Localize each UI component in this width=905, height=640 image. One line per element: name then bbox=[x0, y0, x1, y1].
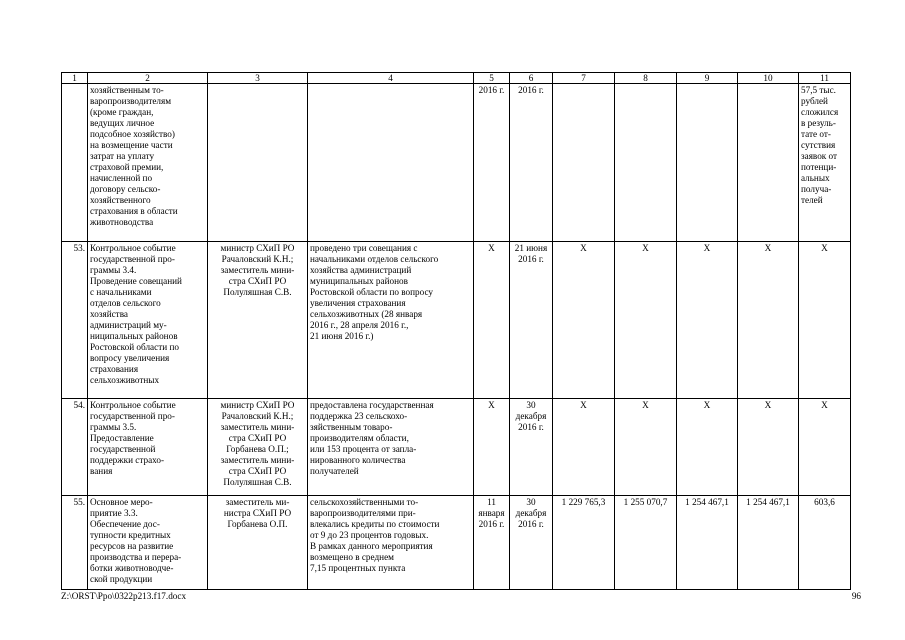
value-cell bbox=[677, 84, 738, 242]
result-cell: проведено три совещания с начальниками отделов сельского хозяйства администраций муниципальных районов Ростовской области по вопросу увеличения страхования сельхозживотных (28 января 2016 г., 28 апреля 2016 г., 21 июня 2016 г.) bbox=[308, 242, 474, 399]
start-date-cell: 11 января 2016 г. bbox=[474, 496, 510, 590]
value-cell bbox=[553, 84, 615, 242]
responsible-cell bbox=[208, 84, 308, 242]
value-cell: X bbox=[738, 242, 799, 399]
responsible-cell: министр СХиП РО Рачаловский К.Н.; заместитель мини- стра СХиП РО Полуляшная С.В. bbox=[208, 242, 308, 399]
value-cell: 1 254 467,1 bbox=[677, 496, 738, 590]
value-cell: 1 229 765,3 bbox=[553, 496, 615, 590]
header-cell: 4 bbox=[308, 73, 474, 84]
table-row bbox=[62, 496, 851, 590]
column-number-header bbox=[62, 73, 851, 84]
header-cell: 5 bbox=[474, 73, 510, 84]
start-date-cell: X bbox=[474, 242, 510, 399]
note-cell: 57,5 тыс. рублей сложился в резуль- тате от- сутствия заявок от потенци- альных получа- телей bbox=[799, 84, 851, 242]
header-cell: 8 bbox=[615, 73, 677, 84]
table-row bbox=[62, 399, 851, 496]
start-date-cell: X bbox=[474, 399, 510, 496]
note-cell: X bbox=[799, 399, 851, 496]
value-cell: X bbox=[677, 399, 738, 496]
responsible-cell: заместитель ми- нистра СХиП РО Горбанева О.П. bbox=[208, 496, 308, 590]
header-cell: 2 bbox=[88, 73, 208, 84]
table-row bbox=[62, 84, 851, 242]
header-cell: 1 bbox=[62, 73, 88, 84]
start-date-cell: 2016 г. bbox=[474, 84, 510, 242]
document-file-path: Z:\ORST\Ppo\0322p213.f17.docx bbox=[61, 591, 187, 601]
value-cell: X bbox=[615, 242, 677, 399]
value-cell: X bbox=[615, 399, 677, 496]
header-cell: 9 bbox=[677, 73, 738, 84]
value-cell: 1 255 070,7 bbox=[615, 496, 677, 590]
value-cell bbox=[738, 84, 799, 242]
end-date-cell: 21 июня 2016 г. bbox=[510, 242, 553, 399]
result-cell bbox=[308, 84, 474, 242]
header-cell: 7 bbox=[553, 73, 615, 84]
result-cell: сельскохозяйственными то- варопроизводителями при- влекались кредиты по стоимости от 9 до 23 процентов годовых. В рамках данного мероприятия возмещено в среднем 7,15 процентных пункта bbox=[308, 496, 474, 590]
note-cell: 603,6 bbox=[799, 496, 851, 590]
table-row bbox=[62, 242, 851, 399]
value-cell bbox=[615, 84, 677, 242]
value-cell: X bbox=[553, 242, 615, 399]
value-cell: X bbox=[677, 242, 738, 399]
event-cell: хозяйственным то- варопроизводителям (кроме граждан, ведущих личное подсобное хозяйство) на возмещение части затрат на уплату страховой премии, начисленной по договору сельско- хозяйственного страхования в области животноводства bbox=[88, 84, 208, 242]
header-cell: 3 bbox=[208, 73, 308, 84]
header-cell: 10 bbox=[738, 73, 799, 84]
end-date-cell: 30 декабря 2016 г. bbox=[510, 399, 553, 496]
page-number: 96 bbox=[851, 591, 861, 601]
event-cell: Основное меро- приятие 3.3. Обеспечение дос- тупности кредитных ресурсов на развитие производства и перера- ботки животноводче- ской продукции bbox=[88, 496, 208, 590]
result-cell: предоставлена государственная поддержка 23 сельскохо- зяйственным товаро- производителям области, или 153 процента от запла- нированного количества получателей bbox=[308, 399, 474, 496]
header-cell: 11 bbox=[799, 73, 851, 84]
row-number: 55. bbox=[62, 496, 88, 590]
header-cell: 6 bbox=[510, 73, 553, 84]
value-cell: X bbox=[738, 399, 799, 496]
row-number bbox=[62, 84, 88, 242]
row-number: 53. bbox=[62, 242, 88, 399]
value-cell: X bbox=[553, 399, 615, 496]
value-cell: 1 254 467,1 bbox=[738, 496, 799, 590]
report-table bbox=[61, 72, 851, 590]
end-date-cell: 30 декабря 2016 г. bbox=[510, 496, 553, 590]
event-cell: Контрольное событие государственной про- граммы 3.4. Проведение совещаний с начальниками отделов сельского хозяйства администраций му- ниципальных районов Ростовской области по вопросу увеличения страхования сельхозживотных bbox=[88, 242, 208, 399]
note-cell: X bbox=[799, 242, 851, 399]
row-number: 54. bbox=[62, 399, 88, 496]
end-date-cell: 2016 г. bbox=[510, 84, 553, 242]
event-cell: Контрольное событие государственной про- граммы 3.5. Предоставление государственной поддержки страхо- вания bbox=[88, 399, 208, 496]
responsible-cell: министр СХиП РО Рачаловский К.Н.; заместитель мини- стра СХиП РО Горбанева О.П.; заместитель мини- стра СХиП РО Полуляшная С.В. bbox=[208, 399, 308, 496]
